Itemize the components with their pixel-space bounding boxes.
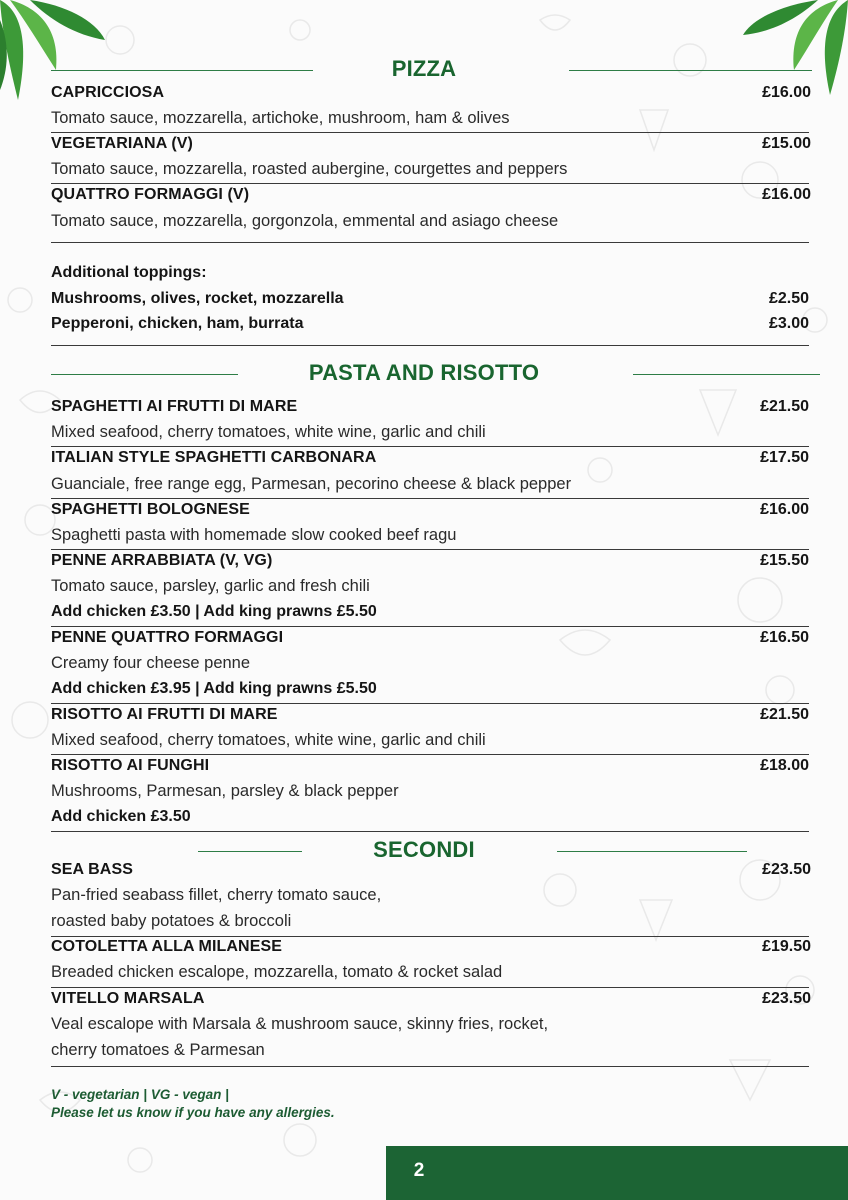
item-price: £18.00 <box>760 757 809 774</box>
divider <box>51 132 809 133</box>
dietary-legend <box>51 1086 335 1122</box>
section-title: PIZZA <box>391 56 457 81</box>
item-description: Mixed seafood, cherry tomatoes, white wine, garlic and chili <box>51 423 486 441</box>
item-description: Tomato sauce, parsley, garlic and fresh chili <box>51 577 370 595</box>
item-price: £17.50 <box>760 449 809 466</box>
item-description-line2: roasted baby potatoes & broccoli <box>51 912 292 930</box>
topping-row-price: £3.00 <box>768 315 809 332</box>
item-description: Mushrooms, Parmesan, parsley & black pepper <box>51 782 399 800</box>
topping-row-price: £2.50 <box>768 290 809 307</box>
legend-line: V - vegetarian | VG - vegan | <box>51 1087 229 1102</box>
section-header-pizza <box>0 56 848 86</box>
footer-bar <box>386 1146 848 1200</box>
item-name: CAPRICCIOSA <box>51 84 165 101</box>
section-title: PASTA AND RISOTTO <box>308 360 540 385</box>
item-name: QUATTRO FORMAGGI (V) <box>51 186 250 203</box>
divider <box>51 345 809 346</box>
divider <box>51 549 809 550</box>
item-description: Tomato sauce, mozzarella, roasted aubergine, courgettes and peppers <box>51 160 568 178</box>
item-description: Tomato sauce, mozzarella, gorgonzola, emmental and asiago cheese <box>51 212 559 230</box>
item-price: £15.00 <box>762 135 811 152</box>
toppings-heading: Additional toppings: <box>51 264 207 281</box>
divider <box>51 754 809 755</box>
item-name: COTOLETTA ALLA MILANESE <box>51 938 283 955</box>
item-name: VEGETARIANA (V) <box>51 135 193 152</box>
item-addons: Add chicken £3.95 | Add king prawns £5.50 <box>51 680 377 697</box>
divider <box>51 446 809 447</box>
item-price: £16.00 <box>760 501 809 518</box>
divider <box>51 183 809 184</box>
section-header-pasta <box>0 360 848 390</box>
item-name: PENNE QUATTRO FORMAGGI <box>51 629 284 646</box>
divider <box>51 703 809 704</box>
divider <box>51 831 809 832</box>
item-price: £21.50 <box>760 398 809 415</box>
item-price: £21.50 <box>760 706 809 723</box>
item-addons: Add chicken £3.50 <box>51 808 191 825</box>
item-price: £19.50 <box>762 938 811 955</box>
item-addons: Add chicken £3.50 | Add king prawns £5.50 <box>51 603 377 620</box>
section-title: SECONDI <box>373 837 475 862</box>
item-description: Mixed seafood, cherry tomatoes, white wine, garlic and chili <box>51 731 486 749</box>
divider <box>51 987 809 988</box>
item-name: ITALIAN STYLE SPAGHETTI CARBONARA <box>51 449 377 466</box>
item-name: RISOTTO AI FUNGHI <box>51 757 210 774</box>
divider <box>51 498 809 499</box>
item-name: RISOTTO AI FRUTTI DI MARE <box>51 706 278 723</box>
page-number: 2 <box>413 1160 425 1181</box>
item-price: £15.50 <box>760 552 809 569</box>
item-name: VITELLO MARSALA <box>51 990 205 1007</box>
item-name: SPAGHETTI AI FRUTTI DI MARE <box>51 398 298 415</box>
topping-row-label: Mushrooms, olives, rocket, mozzarella <box>51 290 344 307</box>
divider <box>51 936 809 937</box>
item-description: Guanciale, free range egg, Parmesan, pecorino cheese & black pepper <box>51 475 572 493</box>
item-description-line2: cherry tomatoes & Parmesan <box>51 1041 265 1059</box>
divider <box>51 242 809 243</box>
item-description: Veal escalope with Marsala & mushroom sauce, skinny fries, rocket, <box>51 1015 549 1033</box>
allergy-note: Please let us know if you have any allergies. <box>51 1105 335 1120</box>
item-name: PENNE ARRABBIATA (V, VG) <box>51 552 273 569</box>
item-description: Creamy four cheese penne <box>51 654 251 672</box>
item-price: £16.00 <box>762 84 811 101</box>
item-description: Spaghetti pasta with homemade slow cooked beef ragu <box>51 526 457 544</box>
item-description: Pan-fried seabass fillet, cherry tomato sauce, <box>51 886 382 904</box>
topping-row-label: Pepperoni, chicken, ham, burrata <box>51 315 304 332</box>
item-price: £16.00 <box>762 186 811 203</box>
item-price: £16.50 <box>760 629 809 646</box>
item-description: Tomato sauce, mozzarella, artichoke, mushroom, ham & olives <box>51 109 510 127</box>
item-description: Breaded chicken escalope, mozzarella, tomato & rocket salad <box>51 963 503 981</box>
item-price: £23.50 <box>762 990 811 1007</box>
item-price: £23.50 <box>762 861 811 878</box>
item-name: SEA BASS <box>51 861 134 878</box>
divider <box>51 1066 809 1067</box>
divider <box>51 626 809 627</box>
item-name: SPAGHETTI BOLOGNESE <box>51 501 250 518</box>
